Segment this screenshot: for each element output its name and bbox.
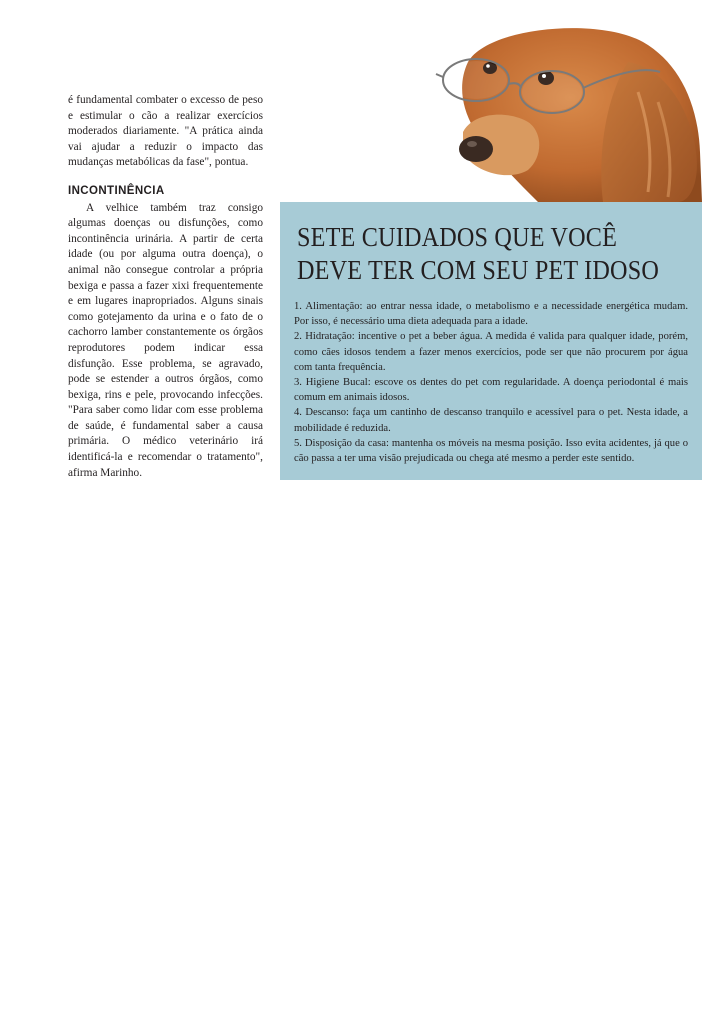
box-title: SETE CUIDADOS QUE VOCÊ DEVE TER COM SEU PET IDOSO: [297, 221, 660, 285]
body-paragraph: é fundamental combater o excesso de peso e estimular o cão a realizar exercícios moderados diariamente. "A prática ainda vai ajudar a reduzir o impacto das mudanças metabólicas da fase", pontua.: [68, 94, 263, 169]
tip-item: 5. Disposição da casa: mantenha os móveis na mesma posição. Isso evita acidentes, já que o cão passa a ter uma visão prejudicada ou chega até mesmo a perder este sentido.: [294, 437, 688, 465]
tip-item: 1. Alimentação: ao entrar nessa idade, o metabolismo e a necessidade energética mudam. Por isso, é necessário uma dieta adequada para a idade.: [294, 301, 688, 328]
tip-item: 3. Higiene Bucal: escove os dentes do pet com regularidade. A doença periodontal é mais comum em animais idosos.: [294, 377, 688, 404]
tips-list: [294, 299, 688, 466]
left-text-column: [68, 93, 263, 481]
body-paragraph: A velhice também traz consigo algumas doenças ou disfunções, como incontinência urinária. A partir de certa idade (ou por alguma outra doença), o animal não consegue controlar a própria bexiga e passa a fazer xixi frequentemente e em lugares inapropriados. Alguns sinais como gotejamento da urina e o fato de o cachorro lamber constantemente os órgãos reprodutores podem indicar essa disfunção. Esse problema, se agravado, pode se estender a outros órgãos, como bexiga, rins e pele, provocando infecções. "Para saber como lidar com esse problema de saúde, é fundamental saber a causa primária. O médico veterinário irá identificá-la e recomendar o tratamento", afirma Marinho.: [68, 201, 263, 479]
tip-item: 2. Hidratação: incentive o pet a beber água. A medida é valida para qualquer idade, porém, como cães idosos tendem a fazer menos exercícios, pode ser que não procurem por água com tanta frequência.: [294, 331, 688, 373]
dog-illustration: [428, 22, 702, 202]
section-heading: INCONTINÊNCIA: [68, 184, 165, 197]
tip-item: 4. Descanso: faça um cantinho de descanso tranquilo e acessível para o pet. Nesta idade, a mobilidade é reduzida.: [294, 407, 688, 434]
tips-box: [280, 202, 702, 480]
dog-with-glasses-photo: [428, 22, 702, 202]
